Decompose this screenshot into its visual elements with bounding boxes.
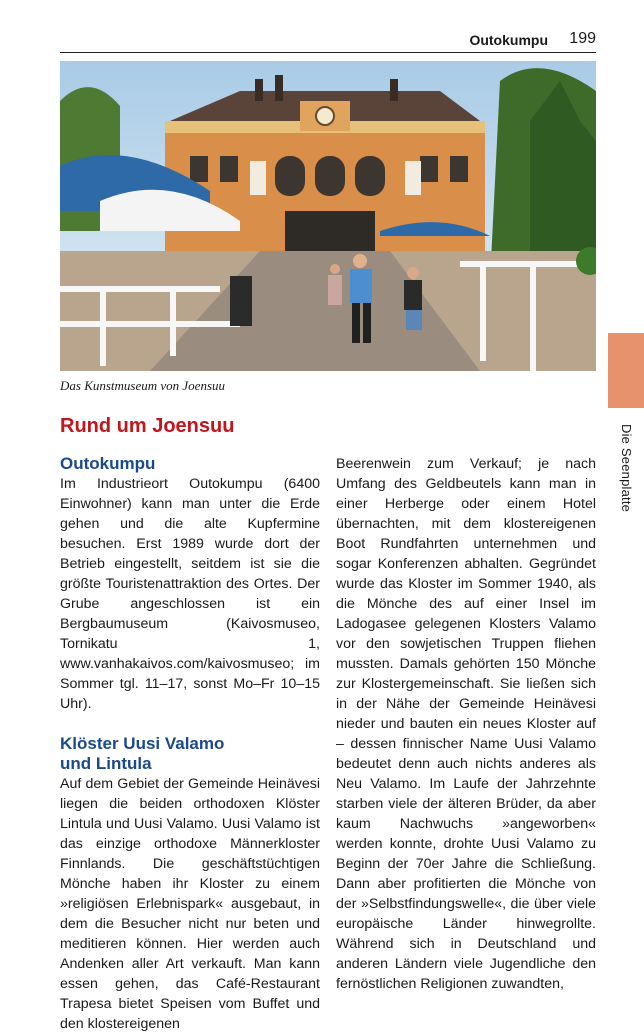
left-column	[60, 454, 320, 1034]
running-header	[60, 28, 596, 53]
region-title: Rund um Joensuu	[60, 415, 235, 437]
photo-caption: Das Kunstmuseum von Joensuu	[60, 378, 226, 393]
chapter-tab	[608, 333, 644, 408]
museum-photo	[60, 61, 596, 371]
chapter-label: Die Seenplatte	[619, 424, 634, 513]
section-heading-kloester-line2: und Lintula	[60, 754, 152, 773]
section-heading-kloester-line1: Klöster Uusi Valamo	[60, 734, 225, 753]
header-section-title: Outokumpu	[469, 32, 548, 48]
right-column	[336, 454, 596, 994]
section-text-continued: Beerenwein zum Verkauf; je nach Umfang des Geldbeutels kann man in einer Herberge oder einem Hotel übernachten, mit dem klostereigenen Boot Rundfahrten unternehmen und sogar Konferenzen abhalten. Gegründet wurde das Kloster im Sommer 1940, als die Mönche des auf einer Insel im Ladogasee gelegenen Klosters Valamo vor den sowjetischen Truppen fliehen mussten. Damals gehörten 150 Mönche zur Klostergemeinschaft. Sie ließen sich in der Nähe der Gemeinde Heinävesi nieder und bauten ein neues Kloster auf – dessen finnischer Name Uusi Valamo bedeutet denn auch nichts anderes als Neu Valamo. Im Laufe der Jahrzehnte starben viele der älteren Brüder, da aber kaum Nachwuchs »angeworben« werden konnte, drohte Uusi Valamo zu Beginn der 70er Jahre die Schließung. Dann aber profitierten die Mönche von der »Selbstfindungswelle«, die über viele europäische Länder hinwegrollte. Während sich in Deutschland und anderen Ländern viele Jugendliche den fernöstlichen Religionen zuwandten,	[336, 456, 596, 992]
section-text-outokumpu: Im Industrieort Outokumpu (6400 Einwohner) kann man unter die Erde gehen und die alte Kupfermine besuchen. Erst 1989 wurde dort der Betrieb eingestellt, seitdem ist sie die größte Touristenattraktion des Ortes. Der Grube angeschlossen ist ein Bergbaumuseum (Kaivosmuseo, Tornikatu 1, www.vanhakaivos.com/kaivosmuseo; im Sommer tgl. 11–17, sonst Mo–Fr 10–15 Uhr).	[60, 476, 320, 712]
photo-icon	[60, 61, 596, 371]
section-heading-outokumpu: Outokumpu	[60, 454, 156, 473]
page-number: 199	[569, 30, 596, 47]
section-text-kloester: Auf dem Gebiet der Gemeinde Heinävesi liegen die beiden orthodoxen Klöster Lintula und Uusi Valamo. Uusi Valamo ist das einzige orthodoxe Männerkloster Finnlands. Die geschäftstüchtigen Mönche haben ihr Kloster zu einem »religiösen Erlebnispark« ausgebaut, in dem die Besucher nicht nur beten und meditieren können. Hier werden auch Andenken aller Art verkauft. Man kann essen gehen, das Café-Restaurant Trapesa bietet Speisen vom Buffet und den klostereigenen	[60, 776, 320, 1032]
